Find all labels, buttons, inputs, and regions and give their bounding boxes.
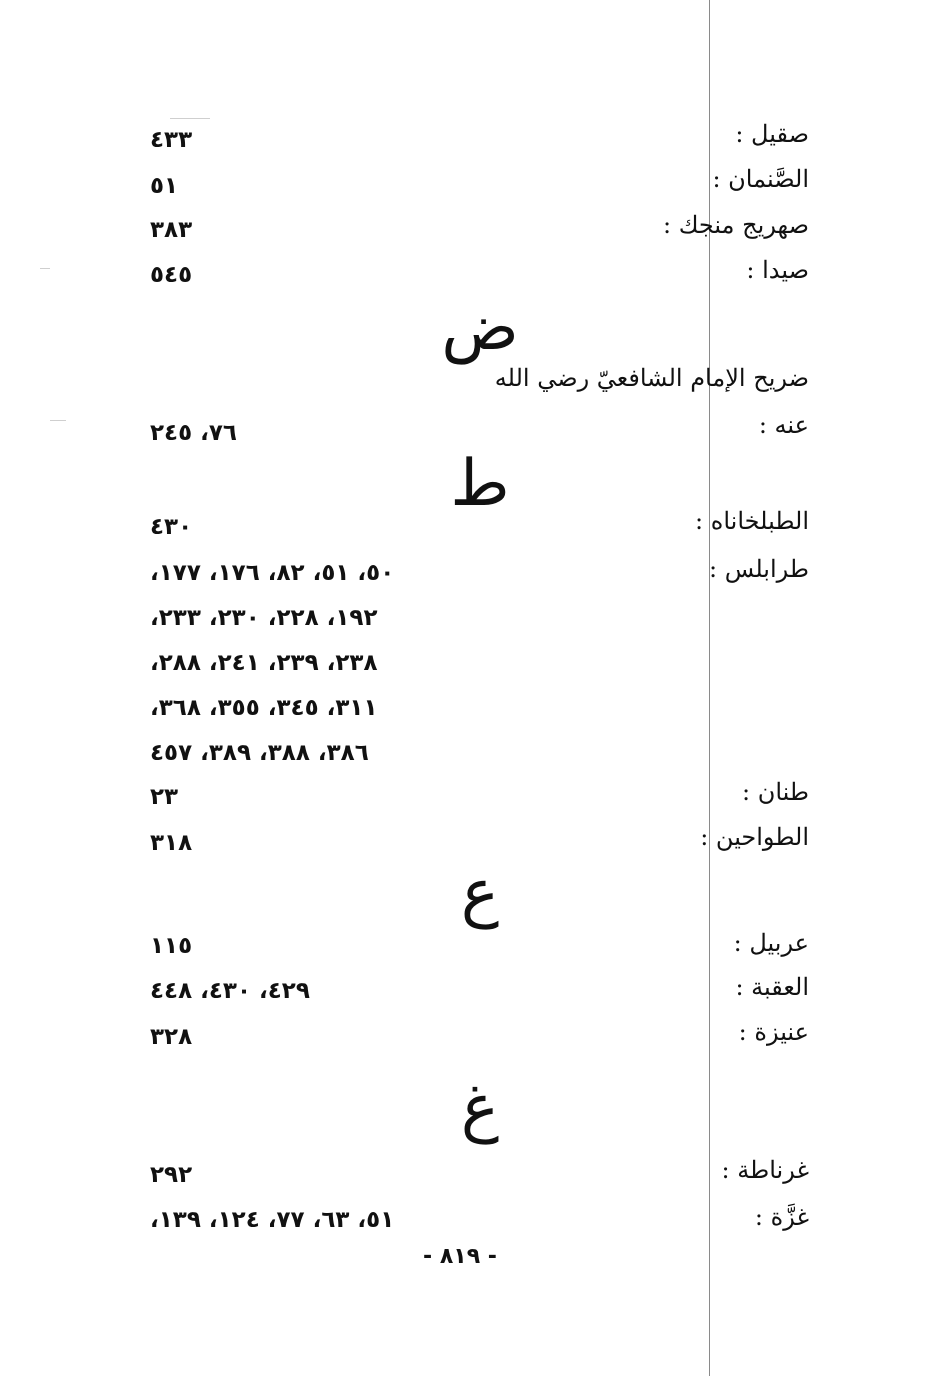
section-letter-dad: ض bbox=[441, 291, 519, 365]
index-term: عنه : bbox=[758, 411, 809, 439]
scan-speck bbox=[50, 420, 66, 421]
page-fold-line bbox=[709, 0, 710, 1376]
page-refs: ٣٨٣ bbox=[150, 217, 193, 243]
page-number: - ٨١٩ - bbox=[423, 1244, 497, 1269]
index-term: الصَّنمان : bbox=[712, 165, 809, 193]
index-term: طرابلس : bbox=[709, 555, 809, 583]
page-refs: ١٩٢، ٢٢٨، ٢٣٠، ٢٣٣، bbox=[150, 605, 378, 631]
section-letter-ghain: غ bbox=[460, 1071, 500, 1145]
page-refs: ٤٣٠ bbox=[150, 514, 193, 540]
index-term: الطواحين : bbox=[700, 823, 809, 851]
page-refs: ٥١، ٦٣، ٧٧، ١٢٤، ١٣٩، bbox=[150, 1207, 395, 1233]
page-refs: ٥١ bbox=[150, 173, 179, 199]
index-term: طنان : bbox=[742, 778, 809, 806]
page-refs: ٥٠، ٥١، ٨٢، ١٧٦، ١٧٧، bbox=[150, 560, 395, 586]
page-refs: ٤٣٣ bbox=[150, 127, 193, 153]
section-letter-ta: ط bbox=[450, 447, 510, 521]
page-refs: ٢٣٨، ٢٣٩، ٢٤١، ٢٨٨، bbox=[150, 650, 378, 676]
page-refs: ٣٢٨ bbox=[150, 1024, 193, 1050]
index-term: ضريح الإمام الشافعيّ رضي الله bbox=[494, 364, 809, 392]
index-term: عربيل : bbox=[733, 929, 809, 957]
page-refs: ٣٨٦، ٣٨٨، ٣٨٩، ٤٥٧ bbox=[150, 740, 369, 766]
page-refs: ٣١٨ bbox=[150, 830, 193, 856]
index-term: صهريج منجك : bbox=[662, 211, 809, 239]
page-refs: ٤٢٩، ٤٣٠، ٤٤٨ bbox=[150, 978, 310, 1004]
page-refs: ٧٦، ٢٤٥ bbox=[150, 420, 237, 446]
index-term: غرناطة : bbox=[721, 1156, 809, 1184]
index-term: العقبة : bbox=[735, 973, 809, 1001]
index-term: صيدا : bbox=[746, 256, 809, 284]
index-term: غزَّة : bbox=[754, 1203, 809, 1231]
section-letter-ain: ع bbox=[460, 856, 500, 930]
index-term: الطبلخاناه : bbox=[695, 507, 809, 535]
page-refs: ٣١١، ٣٤٥، ٣٥٥، ٣٦٨، bbox=[150, 695, 378, 721]
page-refs: ٢٩٢ bbox=[150, 1162, 193, 1188]
page-refs: ٥٤٥ bbox=[150, 262, 193, 288]
page-refs: ٢٣ bbox=[150, 784, 179, 810]
scan-speck bbox=[40, 268, 50, 269]
page-refs: ١١٥ bbox=[150, 933, 193, 959]
index-term: عنيزة : bbox=[738, 1018, 809, 1046]
scan-speck bbox=[170, 118, 210, 119]
index-term: صقيل : bbox=[735, 120, 809, 148]
